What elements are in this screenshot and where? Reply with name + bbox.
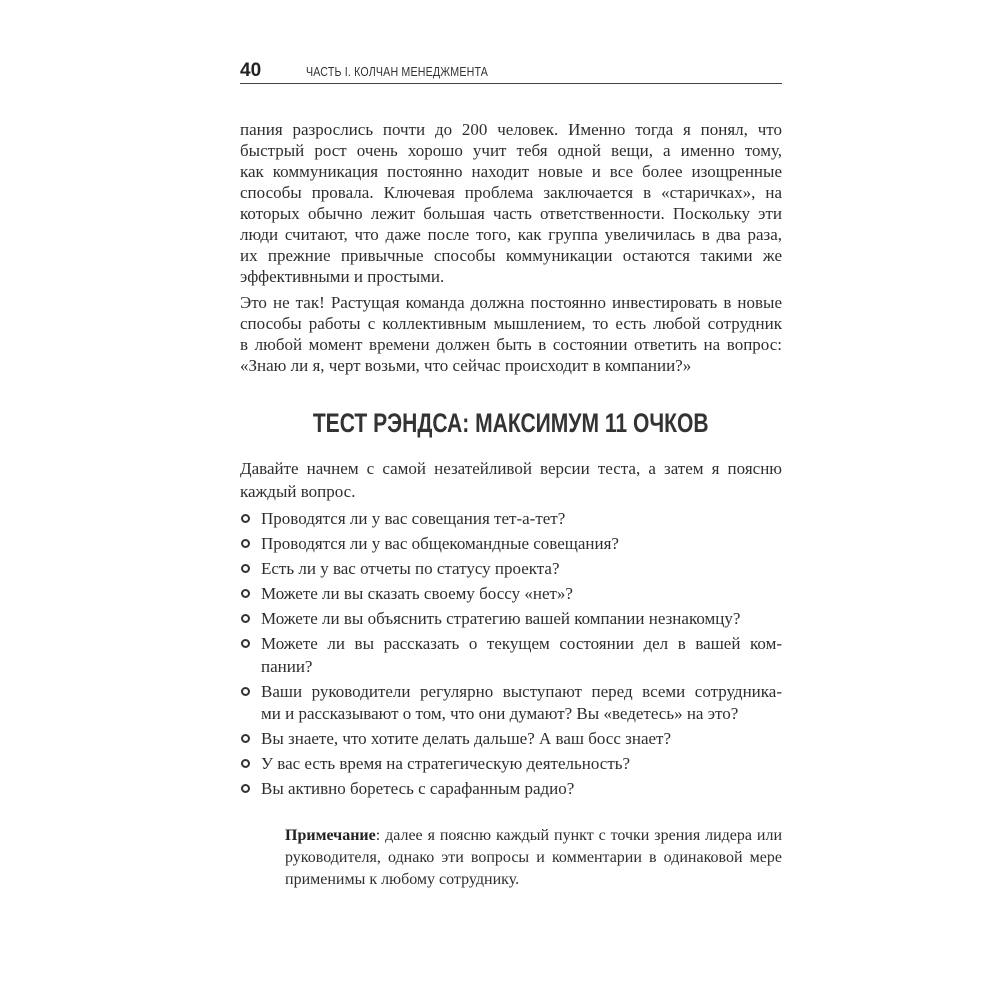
checklist-item-text: пании?	[261, 656, 313, 676]
checklist-item	[240, 508, 782, 530]
text-line: люди считают, что даже после того, как группа увеличилась в два раза,	[240, 225, 782, 244]
checklist-item-text: Вы активно боретесь с сарафанным радио?	[261, 779, 575, 799]
circle-bullet-icon	[241, 734, 250, 743]
checklist-item	[240, 533, 782, 555]
text-line: эффективными и простыми.	[240, 267, 445, 286]
circle-bullet-icon	[241, 687, 250, 696]
checklist	[240, 508, 782, 804]
circle-bullet-icon	[241, 614, 250, 623]
paragraph-1	[240, 119, 782, 287]
checklist-item	[240, 608, 782, 630]
text-line: Это не так! Растущая команда должна постоянно инвестировать в новые	[240, 293, 782, 312]
checklist-item-text: Ваши руководители регулярно выступают перед всеми сотрудника-	[261, 681, 782, 701]
circle-bullet-icon	[241, 759, 250, 768]
text-line: которых обычно лежит большая часть ответственности. Поскольку эти	[240, 204, 782, 223]
text-line: быстрый рост очень хорошо учит тебя одной вещи, а именно тому,	[240, 141, 782, 160]
note-line: : далее я поясню каждый пункт с точки зрения лидера или	[375, 827, 782, 844]
section-heading-text: ТЕСТ РЭНДСА: МАКСИМУМ 11 ОЧКОВ	[313, 408, 709, 438]
checklist-item-text: ми и рассказывают о том, что они думают? Вы «ведетесь» на это?	[261, 704, 739, 724]
circle-bullet-icon	[241, 564, 250, 573]
page-number: 40	[240, 60, 262, 81]
text-line: пания разрослись почти до 200 человек. Именно тогда я понял, что	[240, 120, 782, 139]
text-line: способы работы с коллективным мышлением, то есть любой сотрудник	[240, 314, 782, 333]
checklist-item-text: Можете ли вы рассказать о текущем состоянии дел в вашей ком-	[261, 634, 782, 654]
checklist-item-text: Можете ли вы объяснить стратегию вашей компании незнакомцу?	[261, 609, 741, 629]
checklist-item	[240, 753, 782, 775]
checklist-item-text: Проводятся ли у вас совещания тет-а-тет?	[261, 509, 566, 528]
text-line: их прежние привычные способы коммуникации остаются такими же	[240, 246, 782, 265]
note-paragraph	[285, 825, 782, 891]
circle-bullet-icon	[241, 539, 250, 548]
checklist-item	[240, 633, 782, 678]
circle-bullet-icon	[241, 514, 250, 523]
checklist-item	[240, 558, 782, 580]
note-line: применимы к любому сотруднику.	[285, 871, 520, 888]
checklist-item	[240, 681, 782, 726]
note-label: Примечание	[285, 827, 376, 844]
text-line: каждый вопрос.	[240, 481, 356, 501]
checklist-item	[240, 583, 782, 605]
circle-bullet-icon	[241, 589, 250, 598]
text-line: способы провала. Ключевая проблема заключается в «старичках», на	[240, 183, 782, 202]
circle-bullet-icon	[241, 784, 250, 793]
checklist-item	[240, 778, 782, 800]
checklist-item-text: Проводятся ли у вас общекомандные совещания?	[261, 534, 619, 554]
circle-bullet-icon	[241, 639, 250, 648]
page-header	[240, 60, 782, 84]
checklist-item-text: Есть ли у вас отчеты по статусу проекта?	[261, 559, 560, 579]
paragraph-2	[240, 292, 782, 376]
checklist-item-text: Можете ли вы сказать своему боссу «нет»?	[261, 584, 573, 604]
intro-paragraph	[240, 458, 782, 503]
text-line: Давайте начнем с самой незатейливой версии теста, а затем я поясню	[240, 459, 782, 478]
checklist-item-text: Вы знаете, что хотите делать дальше? А ваш босс знает?	[261, 729, 672, 749]
text-line: как коммуникация постоянно находит новые и все более изощренные	[240, 162, 782, 181]
section-heading	[240, 408, 782, 439]
checklist-item	[240, 728, 782, 750]
running-title: ЧАСТЬ I. КОЛЧАН МЕНЕДЖМЕНТА	[306, 64, 489, 79]
checklist-item-text: У вас есть время на стратегическую деятельность?	[261, 754, 631, 774]
text-line: «Знаю ли я, черт возьми, что сейчас происходит в компании?»	[240, 356, 692, 375]
text-line: в любой момент времени должен быть в состоянии ответить на вопрос:	[240, 335, 782, 354]
note-line: руководителя, однако эти вопросы и комментарии в одинаковой мере	[285, 849, 782, 866]
